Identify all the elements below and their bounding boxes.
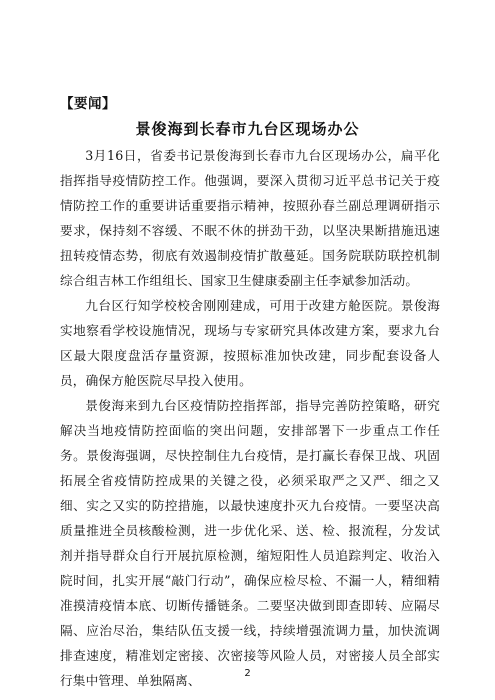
- paragraph-1: 3月16日，省委书记景俊海到长春市九台区现场办公，扁平化指挥指导疫情防控工作。他强调，要深入贯彻习近平总书记关于疫情防控工作的重要讲话重要指示精神，按照孙春兰副总理调研指示要求，保持刻不容缓、不眠不休的拼劲干劲，以坚决果断措施迅速扭转疫情态势，彻底有效遏制疫情扩散蔓延。国务院联防联控机制综合组吉林工作组组长、国家卫生健康委副主任李斌参加活动。: [60, 148, 440, 288]
- paragraph-2: 九台区行知学校校舍刚刚建成，可用于改建方舱医院。景俊海实地察看学校设施情况，现场与专家研究具体改建方案，要求九台区最大限度盘活存量资源，按照标准加快改建，同步配套设备人员，确保方舱医院尽早投入使用。: [60, 298, 440, 388]
- article-headline: 景俊海到长春市九台区现场办公: [135, 120, 360, 138]
- article-body: [60, 143, 440, 693]
- page-number: 2: [244, 668, 251, 679]
- paragraph-3: 景俊海来到九台区疫情防控指挥部，指导完善防控策略，研究解决当地疫情防控面临的突出问题，安排部署下一步重点工作任务。景俊海强调，尽快控制住九台疫情，是打赢长春保卫战、巩固拓展全省疫情防控成果的关键之役，必须采取严之又严、细之又细、实之又实的防控措施，以最快速度扑灭九台疫情。一要坚决高质量推进全员核酸检测，进一步优化采、送、检、报流程，分发试剂并指导群众自行开展抗原检测，缩短阳性人员追踪判定、收治入院时间，扎实开展“敲门行动”，确保应检尽检、不漏一人，精细精准摸清疫情本底、切断传播链条。二要坚决做到即查即转、应隔尽隔、应治尽治，集结队伍支援一线，持续增强流调力量，加快流调排查速度，精准划定密接、次密接等风险人员，对密接人员全部实行集中管理、单独隔离、: [60, 398, 440, 688]
- section-tag: 【要闻】: [60, 96, 116, 112]
